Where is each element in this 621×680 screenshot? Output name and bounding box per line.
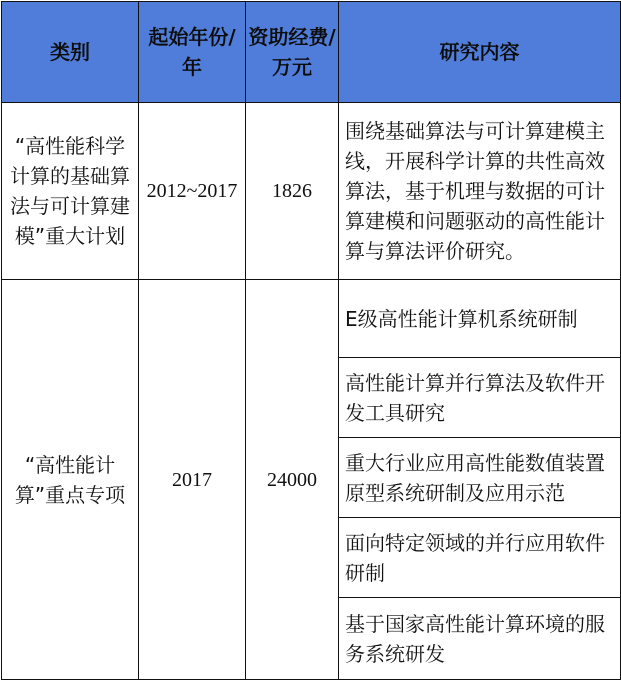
table-row <box>2 103 621 280</box>
row2-category: “高性能计算”重点专项 <box>2 280 139 680</box>
header-research-content: 研究内容 <box>339 2 621 103</box>
row1-content: 围绕基础算法与可计算建模主线，开展科学计算的共性高效算法，基于机理与数据的可计算建模和问题驱动的高性能计算与算法评价研究。 <box>339 103 621 280</box>
header-row <box>2 2 621 103</box>
row2-content-3: 重大行业应用高性能数值装置原型系统研制及应用示范 <box>339 438 621 518</box>
row2-content-1: E级高性能计算机系统研制 <box>339 280 621 358</box>
row2-content-2: 高性能计算并行算法及软件开发工具研究 <box>339 358 621 438</box>
header-category: 类别 <box>2 2 139 103</box>
row1-category: “高性能科学计算的基础算法与可计算建模”重大计划 <box>2 103 139 280</box>
header-funding: 资助经费/万元 <box>246 2 339 103</box>
row2-content-4: 面向特定领域的并行应用软件研制 <box>339 518 621 598</box>
row2-content-5: 基于国家高性能计算环境的服务系统研发 <box>339 598 621 680</box>
row1-years: 2012~2017 <box>139 103 246 280</box>
funding-table <box>1 1 621 680</box>
row2-funding: 24000 <box>246 280 339 680</box>
header-start-year: 起始年份/年 <box>139 2 246 103</box>
row2-years: 2017 <box>139 280 246 680</box>
table-row <box>2 280 621 358</box>
row1-funding: 1826 <box>246 103 339 280</box>
